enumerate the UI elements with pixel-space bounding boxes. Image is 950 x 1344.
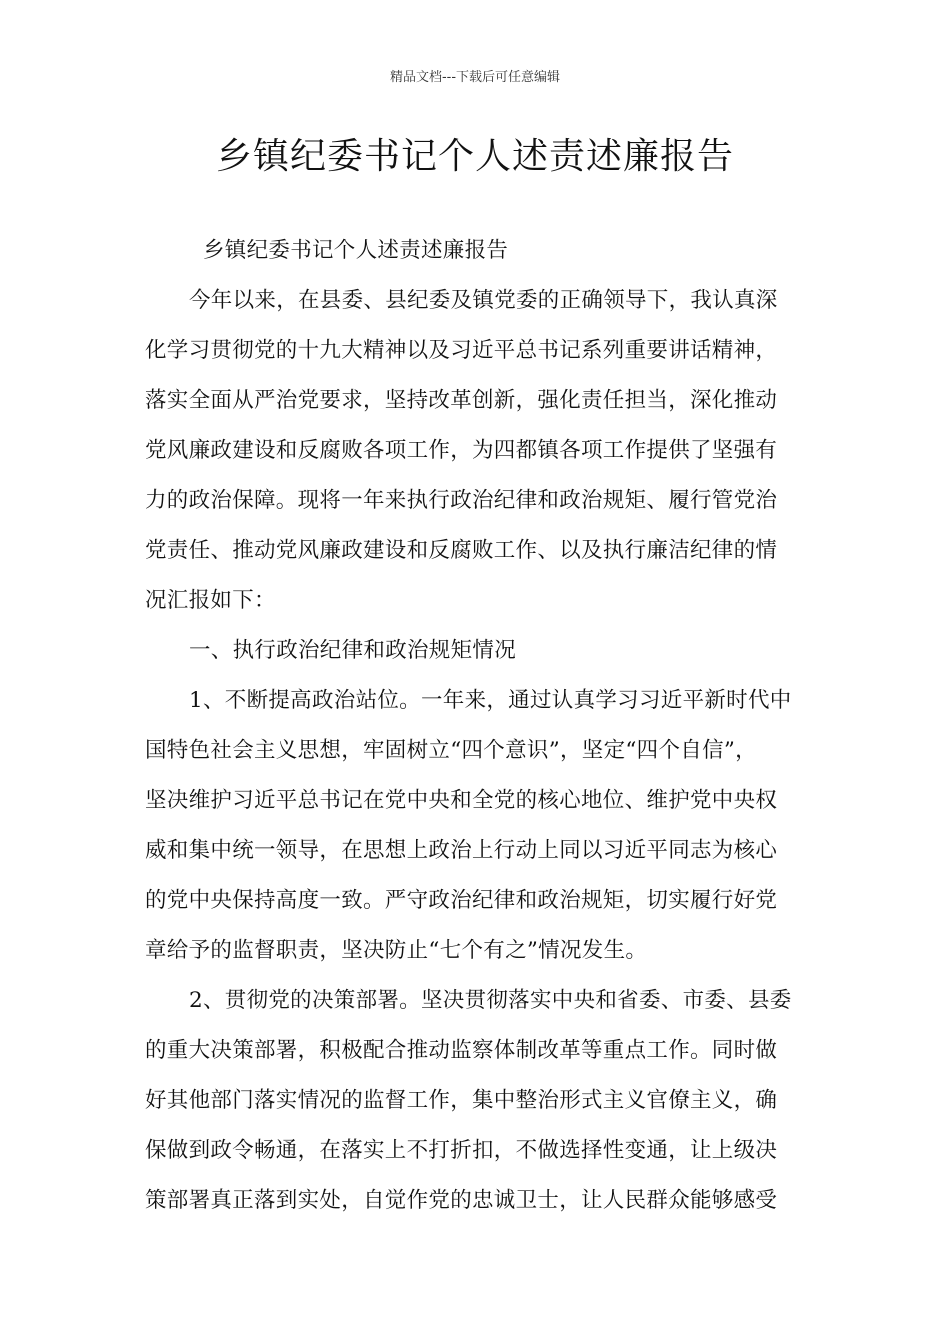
body-line-20: 策部署真正落到实处，自觉作党的忠诚卫士，让人民群众能够感受 [145,1188,778,1213]
document-body [145,226,815,1226]
body-line-18: 好其他部门落实情况的监督工作，集中整治形式主义官僚主义，确 [145,1088,778,1113]
body-line-3: 化学习贯彻党的十九大精神以及习近平总书记系列重要讲话精神， [145,338,778,363]
body-line-16: 2、贯彻党的决策部署。坚决贯彻落实中央和省委、市委、县委 [189,988,792,1013]
body-line-19: 保做到政令畅通，在落实上不打折扣，不做选择性变通，让上级决 [145,1138,778,1163]
body-line-14: 的党中央保持高度一致。严守政治纪律和政治规矩，切实履行好党 [145,888,778,913]
body-line-6: 力的政治保障。现将一年来执行政治纪律和政治规矩、履行管党治 [145,488,778,513]
body-line-2: 今年以来，在县委、县纪委及镇党委的正确领导下，我认真深 [189,288,778,313]
document-header-note: 精品文档---下载后可任意编辑 [389,70,561,85]
body-line-10: 1、不断提高政治站位。一年来，通过认真学习习近平新时代中 [189,688,792,713]
body-line-1: 乡镇纪委书记个人述责述廉报告 [203,238,509,263]
body-line-13: 威和集中统一领导，在思想上政治上行动上同以习近平同志为核心 [145,838,778,863]
body-line-15: 章给予的监督职责，坚决防止“七个有之”情况发生。 [145,938,648,963]
body-line-4: 落实全面从严治党要求，坚持改革创新，强化责任担当，深化推动 [145,388,778,413]
body-line-12: 坚决维护习近平总书记在党中央和全党的核心地位、维护党中央权 [145,788,778,813]
document-title: 乡镇纪委书记个人述责述廉报告 [215,136,734,177]
body-line-11: 国特色社会主义思想，牢固树立“四个意识”，坚定“四个自信”， [145,738,757,763]
body-line-7: 党责任、推动党风廉政建设和反腐败工作、以及执行廉洁纪律的情 [145,538,778,563]
body-line-9: 一、执行政治纪律和政治规矩情况 [189,638,517,663]
body-line-5: 党风廉政建设和反腐败各项工作，为四都镇各项工作提供了坚强有 [145,438,778,463]
body-line-8: 况汇报如下： [145,588,276,613]
body-line-17: 的重大决策部署，积极配合推动监察体制改革等重点工作。同时做 [145,1038,778,1063]
